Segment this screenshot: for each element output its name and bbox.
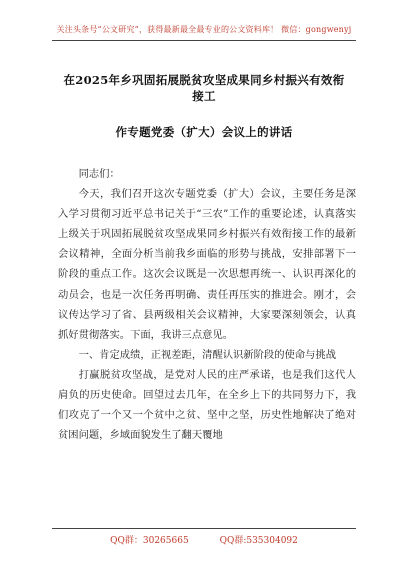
footer-divider xyxy=(52,528,356,529)
header-note: 关注头条号“公文研究”，获得最新最全最专业的公文资料库！ 微信：gongwenyj xyxy=(56,25,352,34)
body-paragraph-2: 打赢脱贫攻坚战，是党对人民的庄严承诺，也是我们这代人肩负的历史使命。回望过去几年，在全乡上下的共同努力下，我们攻克了一个又一个贫中之贫、坚中之坚，历史性地解决了绝对贫困问题，乡域面貌发生了翻天覆地 xyxy=(58,368,356,442)
footer-qq-group-2: QQ群:535304092 xyxy=(219,536,298,546)
footer-qq-group-1: QQ群：30265665 xyxy=(110,536,189,546)
section-heading-1: 一、肯定成绩，正视差距，清醒认识新阶段的使命与挑战 xyxy=(78,348,337,361)
salutation: 同志们： xyxy=(78,168,120,180)
document-title-line-1: 在2025年乡巩固拓展脱贫攻坚成果同乡村振兴有效衔接工 xyxy=(63,73,345,103)
header-divider xyxy=(52,40,356,41)
document-body xyxy=(58,164,356,445)
document-title-line-2: 作专题党委（扩大）会议上的讲话 xyxy=(115,125,293,139)
footer-contact xyxy=(52,533,356,546)
body-paragraph-1: 今天，我们召开这次专题党委（扩大）会议，主要任务是深入学习贯彻习近平总书记关于“三农”工作的重要论述，认真落实上级关于巩固拓展脱贫攻坚成果同乡村振兴有效衔接工作的最新会议精神，全面分析当前我乡面临的形势与挑战，安排部署下一阶段的重点工作。这次会议既是一次思想再统一、认识再深化的动员会，也是一次任务再明确、责任再压实的推进会。刚才，会议传达学习了省、县两级相关会议精神，大家要深刻领会，认真抓好贯彻落实。下面，我讲三点意见。 xyxy=(58,188,356,341)
